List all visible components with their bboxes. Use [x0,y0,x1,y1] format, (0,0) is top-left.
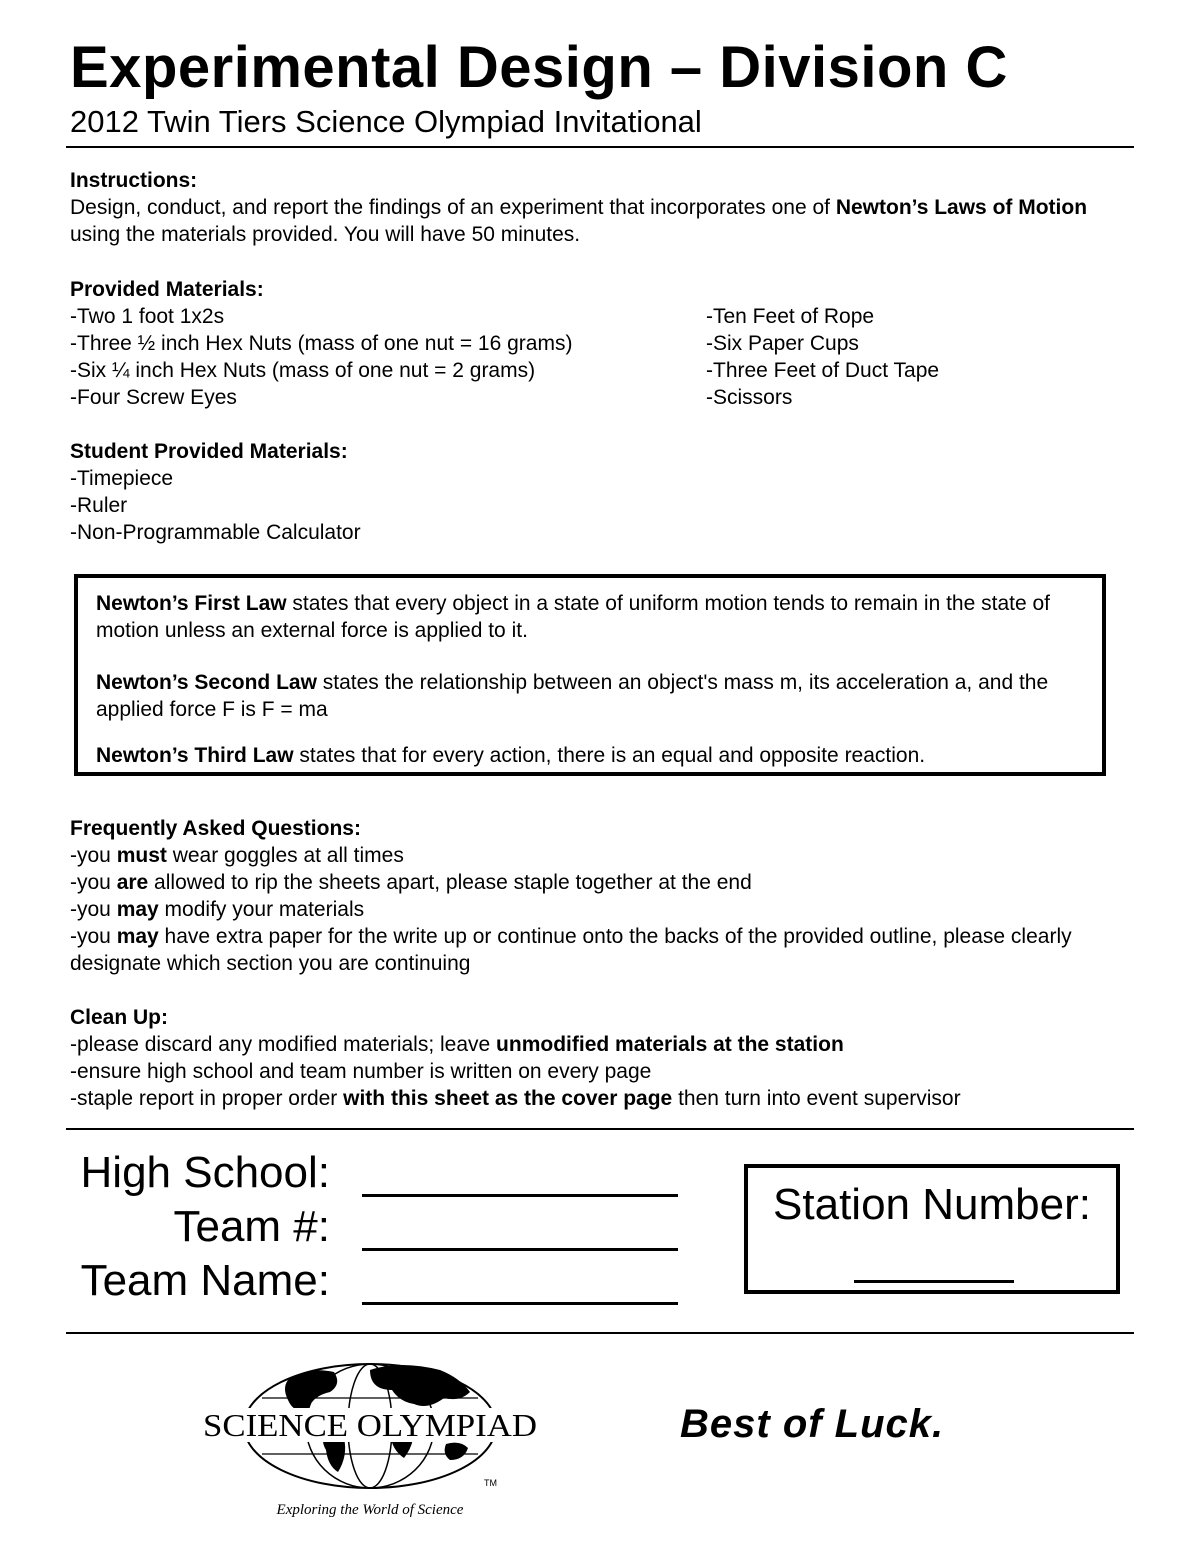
station-number-field[interactable] [854,1280,1014,1283]
cleanup-heading: Clean Up: [70,1006,169,1029]
cleanup-text: -please discard any modified materials; leave [70,1033,497,1056]
logo-wordmark: SCIENCE OLYMPIAD [203,1407,537,1443]
materials-left-column [70,303,706,411]
first-law [96,590,1084,644]
material-item: -Two 1 foot 1x2s [70,305,225,328]
faq-text: -you [70,925,117,948]
faq-text: modify your materials [158,898,365,921]
faq-item [70,896,1134,923]
material-item: -Ten Feet of Rope [706,305,875,328]
faq-text: -you [70,898,117,921]
first-law-text: states that every object in a state of uniform motion tends to remain in the state of motion unless an external force is applied to it. [96,592,1050,642]
second-law-title: Newton’s Second Law [96,671,317,694]
cleanup-item [70,1031,1134,1058]
instructions-heading: Instructions: [70,169,198,192]
instructions-section [70,167,1134,248]
faq-heading: Frequently Asked Questions: [70,817,361,840]
faq-text: allowed to rip the sheets apart, please staple together at the end [148,871,752,894]
team-name-field[interactable] [362,1302,678,1305]
trademark-symbol: TM [484,1478,497,1488]
header-divider [66,146,1134,148]
faq-item [70,923,1134,977]
student-material-item: -Non-Programmable Calculator [70,521,361,544]
high-school-label: High School: [80,1148,330,1197]
second-law [96,669,1084,723]
material-item: -Six Paper Cups [706,332,859,355]
cleanup-section [70,1004,1134,1112]
instructions-text [70,194,1134,248]
student-material-item: -Ruler [70,494,128,517]
material-item: -Three ½ inch Hex Nuts (mass of one nut = 16 grams) [70,332,573,355]
faq-bold: may [116,925,159,948]
page-title: Experimental Design – Division C [70,35,1008,100]
faq-text: have extra paper for the write up or continue onto the backs of the provided outline, please clearly designate which section you are continuing [70,925,1072,975]
station-number-box [744,1164,1120,1294]
provided-materials-section [70,276,1134,411]
student-materials-section [70,438,1134,546]
station-number-label: Station Number: [773,1180,1091,1229]
team-number-label: Team #: [173,1202,330,1251]
faq-text: -you [70,844,117,867]
faq-item [70,869,1134,896]
cleanup-text: -staple report in proper order [70,1087,344,1110]
high-school-field[interactable] [362,1194,678,1197]
cleanup-bold: with this sheet as the cover page [343,1087,673,1110]
form-bottom-divider [66,1332,1134,1334]
page-subtitle: 2012 Twin Tiers Science Olympiad Invitational [70,104,702,139]
faq-text: -you [70,871,117,894]
third-law-title: Newton’s Third Law [96,744,294,767]
material-item: -Six ¼ inch Hex Nuts (mass of one nut = 2 grams) [70,359,536,382]
newtons-laws-box [74,574,1106,776]
cleanup-bold: unmodified materials at the station [496,1033,844,1056]
faq-bold: may [116,898,159,921]
materials-right-column [706,303,1126,411]
logo-tagline: Exploring the World of Science [276,1502,464,1518]
material-item: -Three Feet of Duct Tape [706,359,940,382]
form-top-divider [66,1128,1134,1130]
cleanup-item: -ensure high school and team number is written on every page [70,1060,652,1083]
faq-bold: must [116,844,167,867]
first-law-title: Newton’s First Law [96,592,287,615]
cleanup-text: then turn into event supervisor [672,1087,961,1110]
faq-bold: are [116,871,149,894]
material-item: -Four Screw Eyes [70,386,237,409]
team-name-label: Team Name: [80,1256,330,1305]
cleanup-item [70,1085,1134,1112]
science-olympiad-logo [200,1346,540,1526]
closing-message: Best of Luck. [680,1402,945,1446]
third-law [96,742,1084,769]
material-item: -Scissors [706,386,793,409]
faq-section [70,815,1134,977]
third-law-text: states that for every action, there is an equal and opposite reaction. [293,744,926,767]
student-materials-heading: Student Provided Materials: [70,440,348,463]
provided-materials-heading: Provided Materials: [70,278,264,301]
team-number-field[interactable] [362,1248,678,1251]
team-info-labels [62,1146,330,1308]
instructions-text-part: using the materials provided. You will have 50 minutes. [70,223,581,246]
student-material-item: -Timepiece [70,467,174,490]
faq-text: wear goggles at all times [166,844,404,867]
faq-item [70,842,1134,869]
instructions-bold: Newton’s Laws of Motion [835,196,1088,219]
second-law-text: states the relationship between an object's mass m, its acceleration a, and the applied force F is F = ma [96,671,1049,721]
instructions-text-part: Design, conduct, and report the findings of an experiment that incorporates one of [70,196,836,219]
